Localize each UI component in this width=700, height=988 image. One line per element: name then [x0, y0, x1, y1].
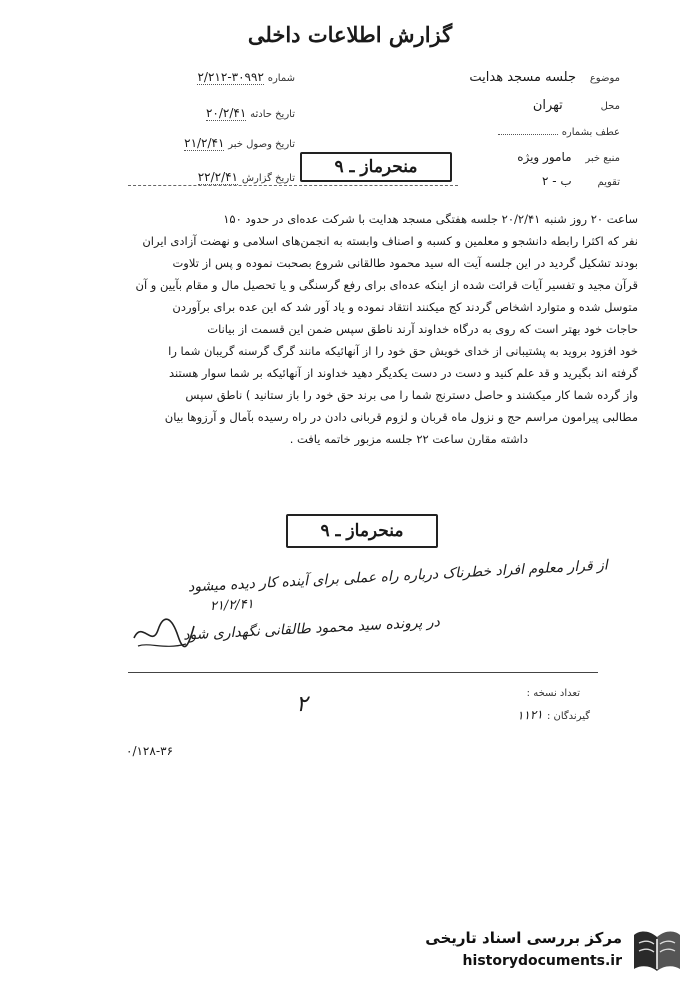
field-report-date: تاریخ گزارش ۲۲/۲/۴۱	[197, 170, 295, 184]
handwritten-note-line: در پرونده سید محمود طالقانی نگهداری شود	[182, 614, 441, 644]
watermark	[420, 925, 690, 977]
handwritten-note-line: از قرار معلوم افراد خطرناک درباره راه عملی برای آینده کار دیده میشود	[187, 557, 609, 596]
body-line: بودند تشکیل گردید در این جلسه آیت اله سید محمود طالقانی شروع بصحبت نموده و پس از تلاوت	[172, 256, 638, 270]
handwritten-signature-icon	[128, 608, 198, 656]
body-line: متوسل شده و متوارد اشخاص گردند کج میکنند انتقاد نموده و یاد آور شد که این عده برای برآوردن	[172, 300, 638, 314]
body-line: ساعت ۲۰ روز شنبه ۲۰/۲/۴۱ جلسه هفتگی مسجد هدایت با شرکت عده‌ای در حدود ۱۵۰	[223, 212, 638, 226]
body-line: گرفته اند بگیرید و قد علم کنید و دست در دست یکدیگر دهید خداوند از آنهائیکه بر شما سوار هستند	[168, 366, 638, 380]
body-line: نفر که اکثرا رابطه دانشجو و معلمین و کسبه و اصناف وابسته به انجمن‌های اسلامی و نهضت آزادی ایران	[142, 234, 638, 248]
field-reference: عطف بشماره	[440, 124, 620, 150]
field-location: محل تهران	[532, 98, 620, 113]
header-divider	[128, 185, 458, 186]
field-subject: موضوع جلسه مسجد هدایت	[469, 70, 620, 85]
body-line: واز گرده شما کار میکشند و حاصل دسترنج شما را می برند حق خود را باز ستانید ) ناطق سپس	[185, 388, 638, 402]
field-number: شماره ۳۰۹۹۲-۲/۲۱۲	[197, 70, 295, 84]
field-source: منبع خبر مامور ویژه	[517, 150, 620, 164]
left-header-fields	[130, 70, 295, 200]
watermark-site-url: historydocuments.ir	[462, 953, 622, 969]
copies-field: تعداد نسخه :	[526, 688, 580, 699]
recipients-field: گیرندگان : ۱۱۲۱	[517, 707, 590, 723]
margin-mark: ۲	[295, 691, 309, 718]
classification-stamp-top: منحرماز ـ ۹	[300, 152, 452, 182]
book-logo-icon	[630, 925, 684, 977]
body-line: قرآن مجید و تفسیر آیات قرائت شده از اینکه عده‌ای برای رفع گرسنگی و یا تحصیل مال و مقام بآیین و آن	[135, 278, 638, 292]
watermark-site-name: مرکز بررسی اسناد تاریخی	[425, 929, 622, 947]
classification-stamp-bottom: منحرماز ـ ۹	[286, 514, 438, 548]
report-body	[118, 208, 638, 450]
file-code: ۰/۱۲۸-۳۶	[126, 744, 174, 758]
body-line: خود افزود بروید به پشتیبانی از خدای خویش حق خود را از آنهائیکه مانند گرگ گرسنه گریبان شما را	[168, 344, 638, 358]
body-line: مطالبی پیرامون مراسم حج و نزول ماه قربان و لزوم قربانی دادن در راه رسیده بآمال و آرزوها بیان	[164, 410, 638, 424]
handwritten-note-date: ۲۱/۲/۴۱	[209, 596, 255, 615]
field-received-date: تاریخ وصول خبر ۲۱/۲/۴۱	[184, 136, 295, 150]
field-evaluation: تقویم ب - ۲	[542, 174, 620, 188]
field-incident-date: تاریخ حادثه ۲۰/۲/۴۱	[205, 106, 295, 120]
right-header-fields	[440, 70, 620, 198]
body-line: حاجات خود بهتر است که روی به درگاه خداوند آرند ناطق سپس ضمن این قسمت از بیانات	[207, 322, 638, 336]
footer-divider	[128, 672, 598, 673]
body-line: داشته مقارن ساعت ۲۲ جلسه مزبور خاتمه یافت .	[289, 432, 528, 446]
page-title: گزارش اطلاعات داخلی	[247, 22, 453, 47]
